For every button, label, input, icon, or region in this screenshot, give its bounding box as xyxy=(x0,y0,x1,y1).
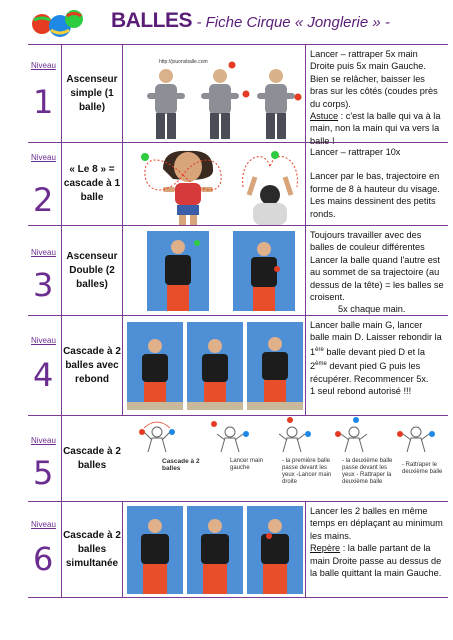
table-row xyxy=(28,316,448,416)
exercise-name: Ascenseur simple (1 balle) xyxy=(66,73,118,113)
juggler-photo xyxy=(147,231,209,311)
level-label: Niveau xyxy=(31,153,56,162)
table-row xyxy=(28,502,448,598)
exercise-description: Lancer – rattraper 5x main Droite puis 5x main Gauche. Bien se relâcher, baisser les bras sur les côtés (coudes près du corps). Astuce : c'est la balle qui va à la main, non la main qui va vers la balle ! xyxy=(310,49,441,146)
level-number: 2 xyxy=(33,181,54,219)
juggler-photo xyxy=(247,506,303,594)
exercise-name: « Le 8 » = cascade à 1 balle xyxy=(63,164,121,203)
level-cell xyxy=(28,143,62,225)
level-label: Niveau xyxy=(31,248,56,257)
illustration-cell xyxy=(122,502,306,597)
level-number: 5 xyxy=(33,454,54,492)
level-label: Niveau xyxy=(31,61,56,70)
table-row xyxy=(28,416,448,502)
exercise-name: Cascade à 2 balles simultanée xyxy=(63,529,121,569)
juggler-photo xyxy=(187,506,243,594)
exercise-description: Toujours travailler avec des balles de couleur différentes Lancer la balle quand l'autre est au sommet de sa trajectoire (au dessus de la tête) = les balles se croisent. 5x chaque main. xyxy=(310,230,444,315)
levels-table xyxy=(28,44,448,598)
juggler-photo xyxy=(233,231,295,311)
table-row xyxy=(28,226,448,316)
exercise-name: Cascade à 2 balles avec rebond xyxy=(63,345,121,385)
exercise-name: Ascenseur Double (2 balles) xyxy=(66,250,118,290)
exercise-description: Lancer balle main G, lancer balle main D. Laisser rebondir la 1ère balle devant pied D et la 2ème devant pied G puis les récupérer. Recommencer 5x. 1 seul rebond autorisé !!! xyxy=(310,320,442,397)
diagram-caption: - Rattraper le deuxième balle xyxy=(402,462,443,475)
juggler-figure xyxy=(195,67,245,141)
exercise-description: Lancer – rattraper 10x Lancer par le bas, trajectoire en forme de 8 à hauteur du visage. Les mains dessinent des petits ronds. xyxy=(310,147,440,219)
figure-eight-path xyxy=(133,145,233,205)
cascade-diagram xyxy=(122,416,448,501)
illustration-cell xyxy=(122,316,306,415)
ball-icon xyxy=(242,90,250,98)
diagram-caption: - la première balle passe devant les yeux -Lancer main droite xyxy=(282,458,332,485)
level-number: 4 xyxy=(33,356,54,394)
juggler-photo xyxy=(127,322,183,410)
diagram-caption: Lancer main gauche xyxy=(230,458,264,471)
table-row xyxy=(28,143,448,226)
page-title: BALLES - Fiche Cirque « Jonglerie » - xyxy=(111,9,390,32)
level-cell xyxy=(28,316,62,415)
level-number: 6 xyxy=(33,540,54,578)
ball-icon xyxy=(294,93,302,101)
exercise-name: Cascade à 2 balles xyxy=(63,445,121,471)
source-url: http://jouonsballe.com xyxy=(159,59,208,65)
juggler-figure xyxy=(251,67,301,141)
diagram-caption: Cascade à 2 balles xyxy=(162,458,200,472)
level-label: Niveau xyxy=(31,336,56,345)
illustration-cell xyxy=(122,226,306,315)
juggler-figure xyxy=(141,67,191,141)
cascade-step-figures xyxy=(122,416,448,456)
table-row xyxy=(28,45,448,146)
level-cell xyxy=(28,416,62,501)
level-number: 3 xyxy=(33,266,54,304)
juggler-photo xyxy=(127,506,183,594)
exercise-description: Lancer les 2 balles en même temps en déplaçant au minimum les mains. Repère : la balle partant de la main Droite passe au dessus de la balle quittant la main Gauche. xyxy=(310,506,443,579)
level-number: 1 xyxy=(33,83,54,121)
illustration-cell xyxy=(122,45,306,142)
juggler-back-figure xyxy=(235,147,305,225)
ball-icon xyxy=(228,61,236,69)
juggler-photo xyxy=(247,322,303,410)
illustration-cell xyxy=(122,143,306,225)
level-cell xyxy=(28,226,62,315)
juggling-balls-logo xyxy=(30,6,86,40)
level-cell xyxy=(28,502,62,597)
level-label: Niveau xyxy=(31,436,56,445)
level-label: Niveau xyxy=(31,520,56,529)
juggler-photo xyxy=(187,322,243,410)
diagram-caption: - la deuxième balle passe devant les yeux - Rattraper la deuxième balle xyxy=(342,458,393,485)
page-header xyxy=(0,0,453,44)
level-cell xyxy=(28,45,62,142)
